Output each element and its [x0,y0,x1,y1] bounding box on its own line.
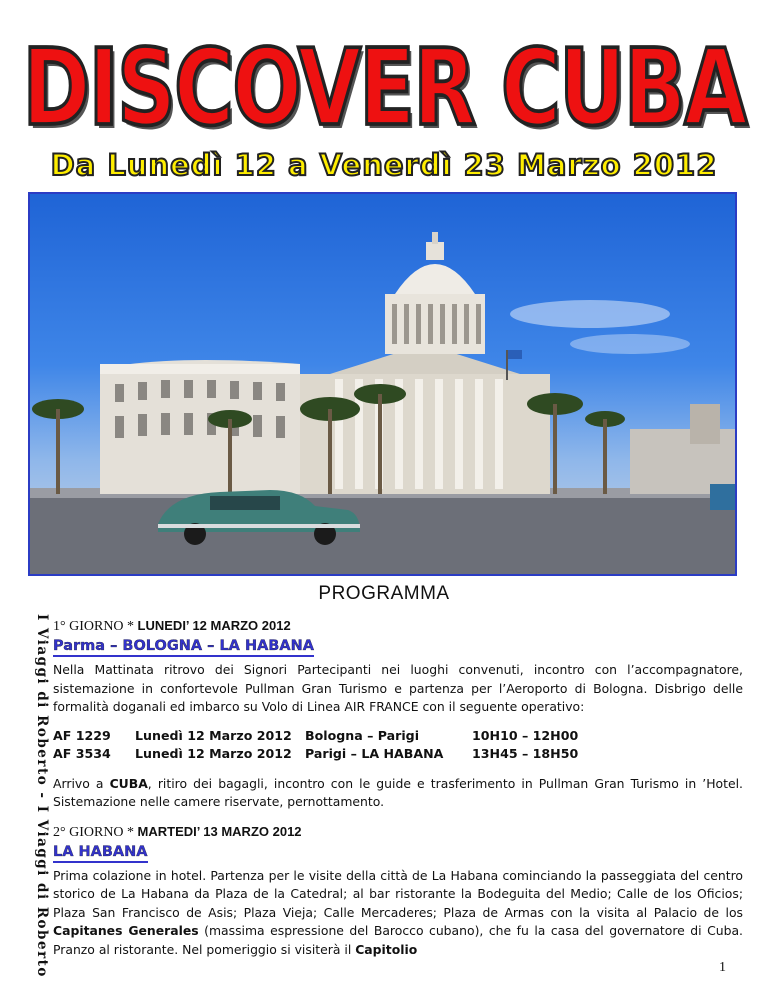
flight-date: Lunedì 12 Marzo 2012 [135,745,292,761]
flight-row [53,745,743,763]
day-2-route: LA HABANA [53,844,148,863]
flight-code: AF 3534 [53,745,111,761]
itinerary [53,618,743,959]
document-title: DISCOVER CUBA [22,28,746,150]
day-1-separator: * [127,619,135,634]
arrival-destination: CUBA [109,775,148,791]
day-1-heading [53,618,743,635]
side-watermark [24,614,50,986]
flight-row [53,727,743,745]
day-2-number: 2° GIORNO [53,824,124,840]
flight-code: AF 1229 [53,727,111,743]
day-1-intro: Nella Mattinata ritrovo dei Signori Partecipanti nei luoghi convenuti, incontro con l’accompagnatore, sistemazione in confortevole Pullman Gran Turismo e partenza per l’Aeroporto di Bologna. Disbrigo delle formalità doganali ed imbarco su Volo di Linea AIR FRANCE con il seguente operativo: [53,662,743,714]
day-1-route: Parma – BOLOGNA – LA HABANA [53,638,314,657]
side-watermark-text: I Viaggi di Roberto - I Viaggi di Roberto [34,614,50,978]
flight-time: 13H45 – 18H50 [472,745,579,761]
page-number: 1 [719,960,726,975]
flight-route: Parigi – LA HABANA [305,745,444,761]
arrival-text-start: Arrivo a [53,775,110,791]
day-2-text-a: Prima colazione in hotel. Partenza per le visite della città de La Habana cominciando la passeggiata del centro storico de La Habana da Plaza de la Catedral; al bar ristorante la Bodeguita del Medio; Calle de los Oficios; Plaza San Francisco de Asis; Plaza Vieja; Calle Mercaderes; Plaza de Armas con la visita al Palacio de los [53,867,743,920]
capitolio-illustration [30,194,735,574]
day-2-date: MARTEDI’ 13 MARZO 2012 [137,823,302,839]
day-1-date: LUNEDI’ 12 MARZO 2012 [137,618,291,633]
date-range-subtitle: Da Lunedì 12 a Venerdì 23 Marzo 2012 [50,148,718,182]
day-2-separator: * [127,824,135,840]
flight-route: Bologna – Parigi [305,727,420,743]
capitolio-photo [28,192,737,576]
day-2-bold-a: Capitanes Generales [53,923,199,938]
day-1-arrival [53,775,743,812]
day-2-bold-b: Capitolio [355,941,418,957]
flight-table [53,727,743,763]
arrival-text-end: , ritiro dei bagagli, incontro con le guide e trasferimento in Pullman Gran Turismo in ’Hotel. Sistemazione nelle camere riservate, pernottamento. [53,775,743,809]
flight-date: Lunedì 12 Marzo 2012 [135,727,292,743]
day-2-heading [53,824,743,841]
day-2-description [53,867,743,960]
program-heading: PROGRAMMA [318,583,450,604]
day-2-text-b: (massima espressione del Barocco cubano), che fu la casa del governatore di Cuba. Pranzo al ristorante. Nel pomeriggio si visiterà il [53,923,743,957]
flight-time: 10H10 – 12H00 [472,727,579,743]
day-1-number: 1° GIORNO [53,619,124,634]
